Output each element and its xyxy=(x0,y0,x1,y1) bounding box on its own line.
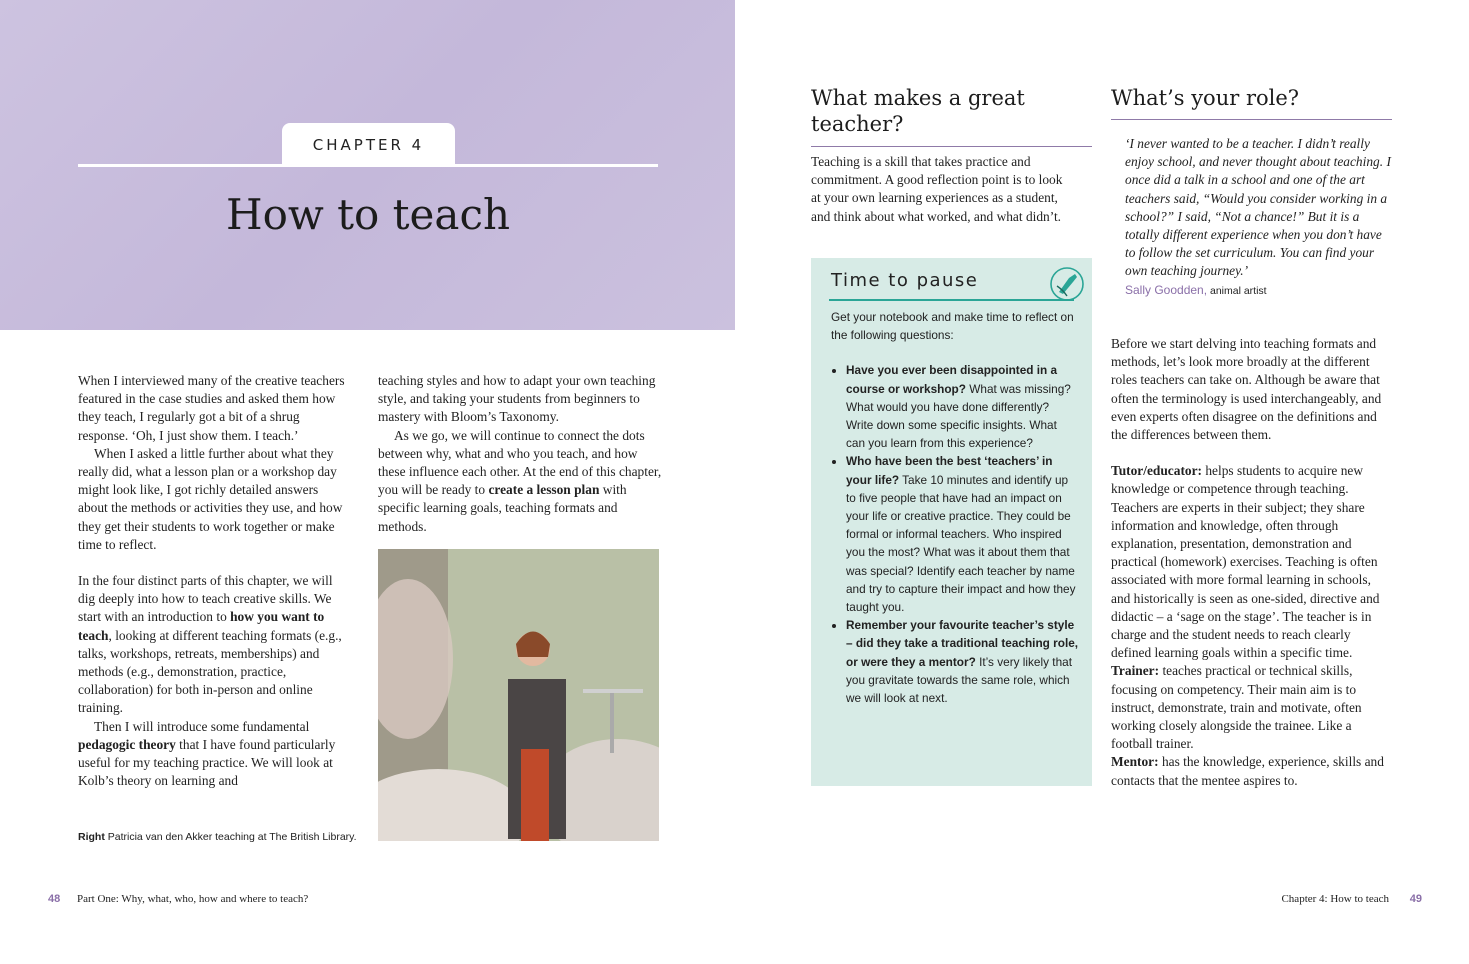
role-description: teaches practical or technical skills, focusing on competency. Their main aim is to instruct, demonstrate, train and motivate, often working closely alongside the trainee. Like a football trainer. xyxy=(1111,663,1362,752)
teacher-photo xyxy=(378,549,659,841)
page-number: 49 xyxy=(1409,893,1422,905)
list-item xyxy=(846,452,1079,616)
role-definition xyxy=(1111,753,1393,789)
paragraph xyxy=(78,718,350,791)
chapter-title: How to teach xyxy=(225,190,511,239)
section-heading: What’s your role? xyxy=(1111,86,1300,110)
bold-text: Who have been the best ‘teachers’ in your life? xyxy=(846,454,1053,487)
list-item xyxy=(846,361,1079,452)
paragraph: When I interviewed many of the creative teachers featured in the case studies and asked them how they teach, I regularly got a bit of a shrug response. ‘Oh, I just show them. I teach.’ xyxy=(78,373,345,443)
role-description: helps students to acquire new knowledge or competence through teaching. Teachers are experts in their subject; they share information and knowledge, often through explanation, presentation, demonstration and practical (homework) exercises. Teaching is often associated with more formal learning in schools, and historically is seen as one-sided, directive and didactic – a ‘sage on the stage’. The teacher is in charge and the student needs to reach clearly defined learning goals within a specific time. xyxy=(1111,463,1380,661)
bold-text: create a lesson plan xyxy=(488,482,600,498)
pause-title: Time to pause xyxy=(831,270,979,291)
paragraph: Before we start delving into teaching formats and methods, let’s look more broadly at the different roles teachers can take on. Although be aware that often the terminology is used interchangeably, and even experts often disagree on the definitions and the differences between them. xyxy=(1111,336,1382,443)
quote-author: Sally Goodden, xyxy=(1125,282,1208,297)
text: In the four distinct parts of this chapter, we will dig deeply into how to teach creative skills. We start with an introduction to xyxy=(78,573,333,625)
pause-intro: Get your notebook and make time to reflect on the following questions: xyxy=(831,310,1074,343)
role-term: Mentor: xyxy=(1111,754,1159,770)
quote-text: ‘I never wanted to be a teacher. I didn’t really enjoy school, and never thought about teaching. I once did a talk in a school and one of the art teachers said, “Would you consider working in a school?” I said, “Not a chance!” But it is a totally different experience when you don’t have to follow the set curriculum. You can find your own teaching journey.’ xyxy=(1125,136,1391,279)
paragraph xyxy=(378,427,662,536)
divider xyxy=(78,164,658,167)
paragraph xyxy=(78,572,350,718)
left-column-2 xyxy=(378,372,662,536)
bold-text: how you want to teach xyxy=(78,609,325,643)
chapter-label: CHAPTER 4 xyxy=(282,123,455,166)
time-to-pause-box xyxy=(811,258,1092,786)
section-heading: What makes a great teacher? xyxy=(811,86,1025,136)
list-item xyxy=(846,616,1079,707)
divider xyxy=(811,146,1092,147)
paragraph: teaching styles and how to adapt your own teaching style, and taking your students from beginners to mastery with Bloom’s Taxonomy. xyxy=(378,373,656,425)
quote-attribution xyxy=(1125,281,1393,300)
left-footer xyxy=(48,893,308,905)
text: As we go, we will continue to connect the dots between why, what and who you teach, and how these influence each other. At the end of this chapter, you will be ready to xyxy=(378,427,662,498)
pull-quote xyxy=(1125,135,1393,300)
right-column-2 xyxy=(1111,335,1393,790)
role-definition xyxy=(1111,662,1393,753)
right-footer xyxy=(1281,893,1422,905)
text: Take 10 minutes and identify up to five people that have had an impact on your life or creative practice. They could be formal or informal teachers. Who inspired you the most? What was it about them that was special? Identify each teacher by name and try to capture their impact and how they taught you. xyxy=(846,472,1076,615)
question-list xyxy=(831,361,1079,707)
running-head: Part One: Why, what, who, how and where to teach? xyxy=(77,893,309,905)
divider xyxy=(1111,119,1392,120)
divider xyxy=(829,299,1074,301)
quote-role: animal artist xyxy=(1207,284,1267,297)
bold-text: Remember your favourite teacher’s style – did they take a traditional teaching role, or were they a mentor? xyxy=(846,618,1079,669)
text: , looking at different teaching formats (e.g., talks, workshops, retreats, memberships) and methods (e.g., demonstration, practice, collaboration) for both in-person and online training. xyxy=(78,627,342,716)
caption-text: Patricia van den Akker teaching at The British Library. xyxy=(104,831,357,843)
photo-caption xyxy=(78,831,357,843)
hand-holding-pen-icon xyxy=(1049,266,1085,307)
page-number: 48 xyxy=(48,893,61,905)
text: It’s very likely that you gravitate towards the same role, which we will look at next. xyxy=(846,654,1072,706)
text: Then I will introduce some fundamental xyxy=(94,718,310,734)
pause-body xyxy=(831,308,1079,707)
paragraph: Teaching is a skill that takes practice and commitment. A good reflection point is to look at your own learning experiences as a student, and think about what worked, and what didn’t. xyxy=(811,154,1063,224)
bold-text: pedagogic theory xyxy=(78,736,176,752)
role-description: has the knowledge, experience, skills and contacts that the mentee aspires to. xyxy=(1111,754,1384,788)
running-head: Chapter 4: How to teach xyxy=(1281,893,1389,905)
paragraph: When I asked a little further about what they really did, what a lesson plan or a workshop day might look like, I got richly detailed answers about the methods or activities they use, and how they get their students to work together or make time to reflect. xyxy=(78,445,343,552)
left-column-1 xyxy=(78,372,350,790)
text: What was missing? What would you have done differently? Write down some specific insights. What can you learn from this experience? xyxy=(846,381,1071,451)
role-term: Tutor/educator: xyxy=(1111,463,1203,479)
caption-label: Right xyxy=(78,831,105,843)
text: with specific learning goals, teaching formats and methods. xyxy=(378,482,627,534)
text: that I have found particularly useful for my teaching practice. We will look at Kolb’s theory on learning and xyxy=(78,736,336,789)
role-definition xyxy=(1111,462,1393,662)
role-term: Trainer: xyxy=(1111,663,1160,679)
bold-text: Have you ever been disappointed in a course or workshop? xyxy=(846,363,1058,396)
